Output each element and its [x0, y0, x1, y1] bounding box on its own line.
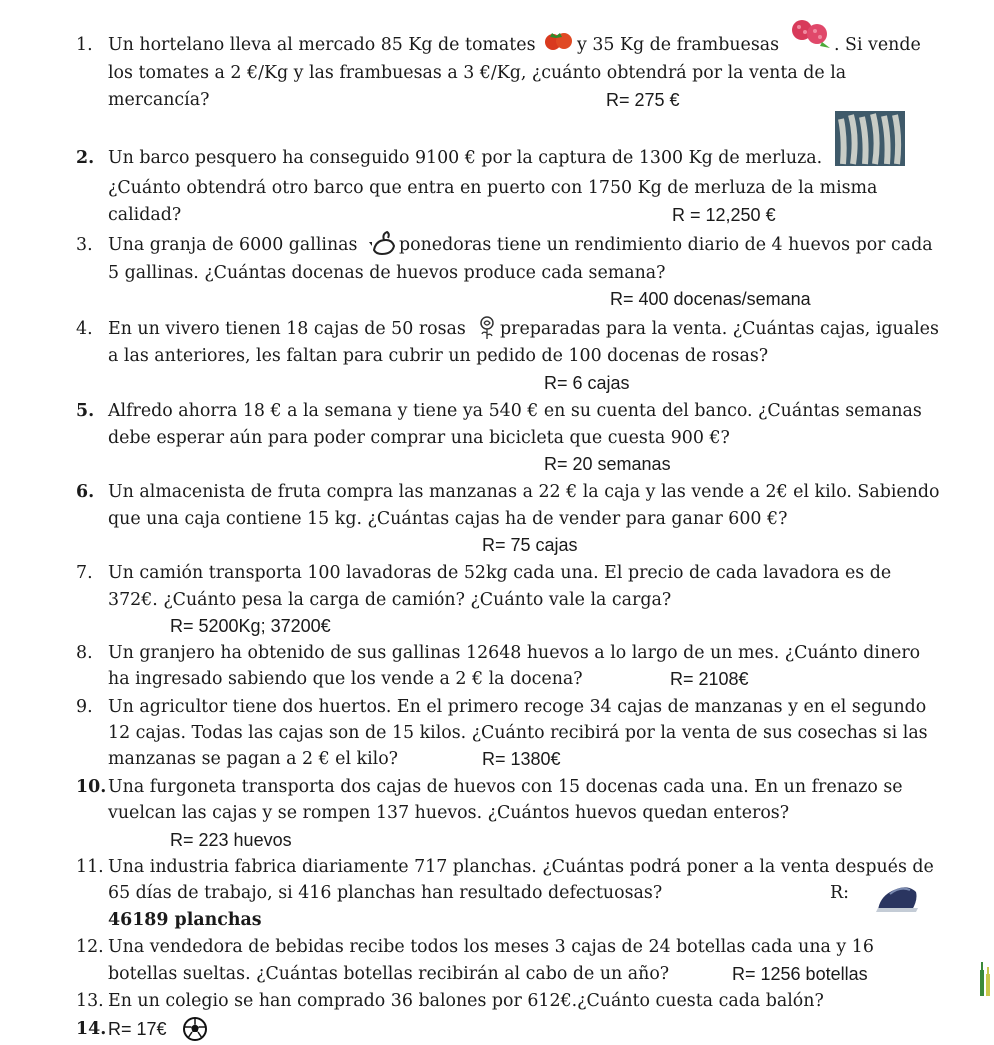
problem-text: que una caja contiene 15 kg. ¿Cuántas cajas ha de vender para ganar 600 €?: [108, 509, 788, 529]
problem-text: En un vivero tienen 18 cajas de 50 rosas: [108, 319, 466, 339]
answer: R= 5200Kg; 37200€: [170, 616, 331, 636]
hen-icon: [368, 230, 398, 258]
hake-fish-icon: [835, 111, 905, 166]
problem-number: 10.: [76, 777, 107, 797]
answer: R= 400 docenas/semana: [610, 289, 811, 309]
problem-text: Alfredo ahorra 18 € a la semana y tiene ya 540 € en su cuenta del banco. ¿Cuántas semanas: [108, 401, 922, 421]
answer: R= 223 huevos: [170, 830, 292, 850]
soccer-ball-icon: [182, 1016, 208, 1042]
problem-text: Un barco pesquero ha conseguido 9100 € por la captura de 1300 Kg de merluza.: [108, 148, 823, 168]
problem-text: ¿Cuánto obtendrá otro barco que entra en puerto con 1750 Kg de merluza de la misma: [108, 178, 878, 198]
problem-number: 7.: [76, 563, 93, 583]
iron-icon: [872, 880, 922, 918]
problem-number: 11.: [76, 857, 104, 877]
problem-text: los tomates a 2 €/Kg y las frambuesas a 3 €/Kg, ¿cuánto obtendrá por la venta de la: [108, 63, 847, 83]
problem-text: calidad?: [108, 205, 182, 225]
problem-text: En un colegio se han comprado 36 balones por 612€.¿Cuánto cuesta cada balón?: [108, 991, 824, 1011]
problem-text: Un camión transporta 100 lavadoras de 52kg cada una. El precio de cada lavadora es de: [108, 563, 892, 583]
answer: R = 12,250 €: [672, 205, 776, 225]
problem-number: 8.: [76, 643, 93, 663]
problem-text: 372€. ¿Cuánto pesa la carga de camión? ¿Cuánto vale la carga?: [108, 590, 672, 610]
problem-text: Una industria fabrica diariamente 717 planchas. ¿Cuántas podrá poner a la venta después de: [108, 857, 934, 877]
problem-text: vuelcan las cajas y se rompen 137 huevos. ¿Cuántos huevos quedan enteros?: [108, 803, 790, 823]
answer: 46189 planchas: [108, 910, 262, 930]
raspberry-icon: [786, 12, 836, 52]
problem-text: Un hortelano lleva al mercado 85 Kg de tomates: [108, 35, 536, 55]
problem-text: y 35 Kg de frambuesas: [577, 35, 780, 55]
problem-text: Un almacenista de fruta compra las manzanas a 22 € la caja y las vende a 2€ el kilo. Sabiendo: [108, 482, 940, 502]
problem-text: Una furgoneta transporta dos cajas de huevos con 15 docenas cada una. En un frenazo se: [108, 777, 903, 797]
problem-number: 4.: [76, 319, 93, 339]
answer: R= 2108€: [670, 669, 749, 689]
problem-number: 6.: [76, 482, 95, 502]
answer: R= 20 semanas: [544, 454, 671, 474]
problem-number: 12.: [76, 937, 104, 957]
problem-text: manzanas se pagan a 2 € el kilo?: [108, 749, 399, 769]
answer: R= 17€: [108, 1019, 167, 1039]
problem-text: . Si vende: [834, 35, 921, 55]
problem-number: 1.: [76, 35, 93, 55]
problem-number: 14.: [76, 1019, 107, 1039]
answer: R= 1256 botellas: [732, 964, 868, 984]
problem-number: 3.: [76, 235, 93, 255]
problem-text: a las anteriores, les faltan para cubrir un pedido de 100 docenas de rosas?: [108, 346, 769, 366]
answer: R= 275 €: [606, 90, 680, 110]
answer-prefix: R:: [830, 883, 849, 903]
problem-text: preparadas para la venta. ¿Cuántas cajas, iguales: [500, 319, 939, 339]
problem-number: 2.: [76, 148, 95, 168]
problem-text: 12 cajas. Todas las cajas son de 15 kilos. ¿Cuánto recibirá por la venta de sus cosechas si las: [108, 723, 928, 743]
answer: R= 75 cajas: [482, 535, 578, 555]
bottles-icon: [978, 958, 992, 998]
problem-text: ha ingresado sabiendo que los vende a 2 € la docena?: [108, 669, 583, 689]
problem-text: 65 días de trabajo, si 416 planchas han resultado defectuosas?: [108, 883, 663, 903]
problem-number: 9.: [76, 697, 93, 717]
problem-text: Una granja de 6000 gallinas: [108, 235, 358, 255]
problem-text: Una vendedora de bebidas recibe todos los meses 3 cajas de 24 botellas cada una y 16: [108, 937, 874, 957]
problem-text: debe esperar aún para poder comprar una bicicleta que cuesta 900 €?: [108, 428, 730, 448]
tomato-icon: [542, 28, 576, 52]
problem-number: 5.: [76, 401, 95, 421]
problem-text: mercancía?: [108, 90, 210, 110]
rose-icon: [477, 315, 497, 341]
problem-text: Un granjero ha obtenido de sus gallinas 12648 huevos a lo largo de un mes. ¿Cuánto dinero: [108, 643, 921, 663]
problem-number: 13.: [76, 991, 104, 1011]
problem-text: Un agricultor tiene dos huertos. En el primero recoge 34 cajas de manzanas y en el segundo: [108, 697, 927, 717]
problem-text: botellas sueltas. ¿Cuántas botellas recibirán al cabo de un año?: [108, 964, 670, 984]
problem-text: 5 gallinas. ¿Cuántas docenas de huevos produce cada semana?: [108, 263, 666, 283]
answer: R= 1380€: [482, 749, 561, 769]
answer: R= 6 cajas: [544, 373, 630, 393]
problem-text: ponedoras tiene un rendimiento diario de 4 huevos por cada: [399, 235, 933, 255]
